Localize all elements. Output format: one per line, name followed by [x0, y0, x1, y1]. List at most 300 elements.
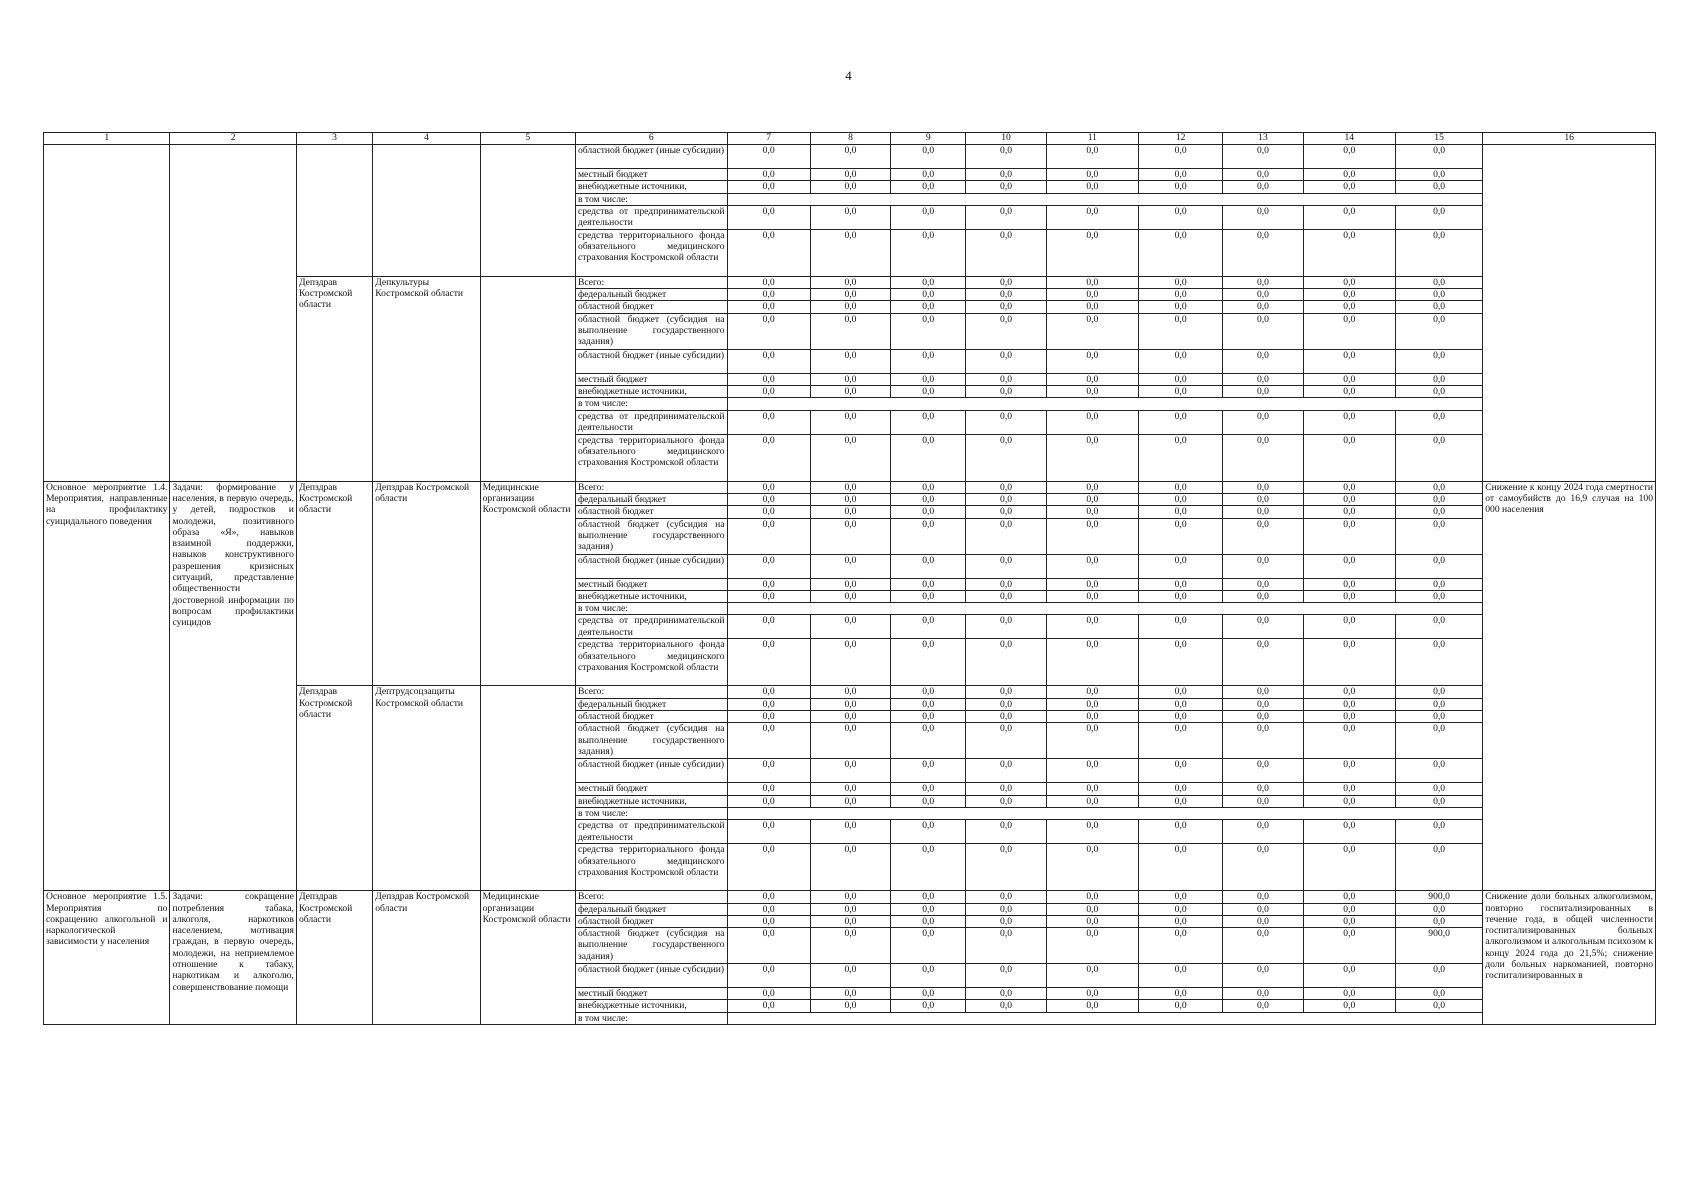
budget-table [43, 132, 1656, 1025]
amount-cell: 0,0 [1223, 698, 1303, 710]
amount-cell: 0,0 [1223, 891, 1303, 903]
amount-cell: 0,0 [1223, 481, 1303, 493]
amount-cell: 0,0 [891, 169, 966, 181]
amount-cell: 0,0 [966, 903, 1046, 915]
co-executor-cell: Дептрудсоцзащиты Костромской области [373, 686, 480, 891]
amount-cell: 0,0 [727, 686, 810, 698]
amount-cell: 0,0 [891, 820, 966, 844]
amount-cell: 0,0 [891, 928, 966, 964]
amount-cell: 0,0 [1303, 276, 1395, 288]
activity-name-cell: Основное мероприятие 1.4. Мероприятия, направленные на профилактику суицидального поведения [44, 481, 170, 891]
amount-cell: 0,0 [1046, 928, 1138, 964]
amount-cell: 0,0 [891, 891, 966, 903]
amount-cell: 0,0 [1395, 590, 1482, 602]
amount-cell: 0,0 [727, 518, 810, 554]
amount-cell: 0,0 [891, 795, 966, 807]
amount-cell: 0,0 [810, 915, 890, 927]
amount-cell: 0,0 [966, 373, 1046, 385]
amount-cell: 0,0 [1223, 915, 1303, 927]
amount-cell: 0,0 [1139, 481, 1223, 493]
amount-cell: 0,0 [1139, 928, 1223, 964]
column-number-9: 9 [891, 133, 966, 145]
co-executor-cell: Депздрав Костромской области [373, 891, 480, 1025]
amount-cell: 900,0 [1395, 928, 1482, 964]
funding-source-label: областной бюджет [575, 711, 727, 723]
amount-cell: 0,0 [966, 928, 1046, 964]
amount-cell: 0,0 [1223, 844, 1303, 891]
amount-cell: 0,0 [1046, 386, 1138, 398]
amount-cell: 0,0 [810, 481, 890, 493]
amount-cell: 0,0 [727, 373, 810, 385]
responsible-executor-cell: Депздрав Костромской области [296, 891, 372, 1025]
amount-cell: 0,0 [891, 698, 966, 710]
funding-source-label: внебюджетные источники, [575, 795, 727, 807]
amount-cell: 0,0 [810, 506, 890, 518]
amount-cell: 0,0 [810, 590, 890, 602]
funding-source-label: областной бюджет (субсидия на выполнение государственного задания) [575, 723, 727, 759]
amount-cell: 0,0 [966, 481, 1046, 493]
amount-cell: 0,0 [1303, 615, 1395, 639]
column-number-15: 15 [1395, 133, 1482, 145]
amount-cell: 0,0 [1303, 373, 1395, 385]
amount-cell: 0,0 [810, 639, 890, 686]
amount-cell: 0,0 [1303, 481, 1395, 493]
amount-cell: 0,0 [1139, 795, 1223, 807]
amount-cell: 0,0 [966, 988, 1046, 1000]
amount-cell: 0,0 [1303, 169, 1395, 181]
column-number-7: 7 [727, 133, 810, 145]
funding-source-label: областной бюджет (иные субсидии) [575, 145, 727, 169]
amount-cell: 0,0 [727, 590, 810, 602]
amount-cell: 0,0 [1303, 686, 1395, 698]
amount-cell: 0,0 [966, 506, 1046, 518]
amount-cell: 0,0 [1139, 506, 1223, 518]
amount-cell: 0,0 [1395, 386, 1482, 398]
amount-cell: 0,0 [1223, 639, 1303, 686]
amount-cell: 0,0 [1046, 554, 1138, 578]
amount-cell: 0,0 [1139, 289, 1223, 301]
amount-cell: 0,0 [1046, 169, 1138, 181]
funding-source-label: областной бюджет (иные субсидии) [575, 554, 727, 578]
amount-cell: 0,0 [727, 698, 810, 710]
amount-cell: 0,0 [891, 386, 966, 398]
amount-cell: 0,0 [891, 410, 966, 434]
amount-cell: 0,0 [891, 205, 966, 229]
amount-cell: 0,0 [1223, 349, 1303, 373]
amount-cell: 0,0 [891, 434, 966, 481]
amount-cell: 0,0 [810, 289, 890, 301]
amount-cell: 0,0 [1223, 493, 1303, 505]
amount-cell: 0,0 [1046, 1000, 1138, 1012]
amount-cell: 0,0 [1303, 493, 1395, 505]
amount-cell: 0,0 [810, 386, 890, 398]
amount-cell: 0,0 [1046, 686, 1138, 698]
amount-cell: 0,0 [727, 289, 810, 301]
amount-cell: 0,0 [1303, 301, 1395, 313]
column-number-6: 6 [575, 133, 727, 145]
funding-source-label: внебюджетные источники, [575, 181, 727, 193]
amount-cell: 0,0 [1046, 181, 1138, 193]
tasks-cell [170, 145, 296, 482]
funding-source-label: средства от предпринимательской деятельности [575, 205, 727, 229]
amount-cell: 0,0 [966, 639, 1046, 686]
amount-cell: 0,0 [1303, 639, 1395, 686]
funding-source-label: местный бюджет [575, 988, 727, 1000]
amount-cell: 0,0 [966, 723, 1046, 759]
amount-cell: 0,0 [1395, 795, 1482, 807]
amount-cell: 0,0 [727, 783, 810, 795]
participant-cell [480, 145, 575, 277]
amount-cell: 0,0 [1139, 554, 1223, 578]
amount-cell: 0,0 [891, 988, 966, 1000]
funding-source-label: средства территориального фонда обязательного медицинского страхования Костромской области [575, 844, 727, 891]
amount-cell: 0,0 [810, 711, 890, 723]
amount-cell: 0,0 [1046, 590, 1138, 602]
amount-cell: 0,0 [727, 578, 810, 590]
amount-cell: 0,0 [1223, 686, 1303, 698]
amount-cell: 0,0 [966, 891, 1046, 903]
amount-cell: 0,0 [1303, 844, 1395, 891]
funding-source-label: средства территориального фонда обязательного медицинского страхования Костромской области [575, 434, 727, 481]
funding-source-label: средства от предпринимательской деятельности [575, 615, 727, 639]
amount-cell: 0,0 [1395, 205, 1482, 229]
empty-amount-span [727, 1012, 1483, 1024]
amount-cell: 0,0 [1303, 205, 1395, 229]
amount-cell: 0,0 [1223, 181, 1303, 193]
amount-cell: 0,0 [1395, 964, 1482, 988]
amount-cell: 0,0 [1303, 964, 1395, 988]
amount-cell: 0,0 [810, 844, 890, 891]
amount-cell: 0,0 [1303, 1000, 1395, 1012]
funding-source-label: областной бюджет [575, 506, 727, 518]
amount-cell: 0,0 [891, 915, 966, 927]
amount-cell: 0,0 [727, 915, 810, 927]
amount-cell: 0,0 [727, 844, 810, 891]
table-row [44, 891, 1656, 903]
amount-cell: 0,0 [1395, 373, 1482, 385]
amount-cell: 0,0 [1223, 711, 1303, 723]
responsible-executor-cell [296, 145, 372, 277]
column-number-2: 2 [170, 133, 296, 145]
table-row [44, 145, 1656, 169]
amount-cell: 0,0 [727, 615, 810, 639]
funding-source-label: местный бюджет [575, 578, 727, 590]
column-number-8: 8 [810, 133, 890, 145]
amount-cell: 0,0 [1139, 169, 1223, 181]
amount-cell: 0,0 [891, 493, 966, 505]
amount-cell: 0,0 [1395, 759, 1482, 783]
amount-cell: 0,0 [966, 795, 1046, 807]
amount-cell: 0,0 [966, 493, 1046, 505]
amount-cell: 0,0 [1223, 301, 1303, 313]
amount-cell: 0,0 [1046, 229, 1138, 276]
funding-source-label: местный бюджет [575, 783, 727, 795]
amount-cell: 0,0 [966, 349, 1046, 373]
funding-source-label: средства территориального фонда обязательного медицинского страхования Костромской области [575, 639, 727, 686]
amount-cell: 0,0 [810, 301, 890, 313]
amount-cell: 0,0 [966, 205, 1046, 229]
amount-cell: 0,0 [1139, 276, 1223, 288]
amount-cell: 0,0 [1395, 410, 1482, 434]
amount-cell: 0,0 [810, 723, 890, 759]
funding-source-label: областной бюджет [575, 915, 727, 927]
amount-cell: 0,0 [966, 915, 1046, 927]
amount-cell: 0,0 [891, 1000, 966, 1012]
column-number-10: 10 [966, 133, 1046, 145]
amount-cell: 0,0 [1139, 145, 1223, 169]
amount-cell: 0,0 [727, 205, 810, 229]
amount-cell: 0,0 [1395, 1000, 1482, 1012]
amount-cell: 0,0 [966, 169, 1046, 181]
funding-source-label: средства от предпринимательской деятельности [575, 410, 727, 434]
amount-cell: 0,0 [1139, 915, 1223, 927]
amount-cell: 0,0 [1139, 903, 1223, 915]
amount-cell: 0,0 [1223, 615, 1303, 639]
amount-cell: 0,0 [1303, 891, 1395, 903]
amount-cell: 0,0 [891, 229, 966, 276]
amount-cell: 0,0 [966, 289, 1046, 301]
amount-cell: 0,0 [1303, 783, 1395, 795]
amount-cell: 0,0 [810, 964, 890, 988]
funding-source-label: областной бюджет (иные субсидии) [575, 349, 727, 373]
amount-cell: 0,0 [891, 590, 966, 602]
amount-cell: 0,0 [891, 578, 966, 590]
amount-cell: 0,0 [1395, 988, 1482, 1000]
amount-cell: 0,0 [1139, 434, 1223, 481]
amount-cell: 0,0 [1303, 410, 1395, 434]
amount-cell: 0,0 [891, 301, 966, 313]
column-number-3: 3 [296, 133, 372, 145]
amount-cell: 0,0 [1395, 229, 1482, 276]
empty-amount-span [727, 603, 1483, 615]
amount-cell: 0,0 [727, 891, 810, 903]
amount-cell: 0,0 [727, 229, 810, 276]
amount-cell: 0,0 [810, 903, 890, 915]
funding-source-label: федеральный бюджет [575, 289, 727, 301]
amount-cell: 0,0 [1139, 964, 1223, 988]
amount-cell: 0,0 [810, 229, 890, 276]
amount-cell: 0,0 [727, 434, 810, 481]
amount-cell: 0,0 [810, 276, 890, 288]
amount-cell: 0,0 [810, 554, 890, 578]
amount-cell: 0,0 [1046, 349, 1138, 373]
amount-cell: 0,0 [966, 386, 1046, 398]
funding-source-label: областной бюджет (иные субсидии) [575, 964, 727, 988]
amount-cell: 0,0 [966, 410, 1046, 434]
amount-cell: 0,0 [1046, 205, 1138, 229]
amount-cell: 0,0 [1303, 723, 1395, 759]
responsible-executor-cell: Депздрав Костромской области [296, 276, 372, 481]
amount-cell: 0,0 [966, 844, 1046, 891]
amount-cell: 0,0 [1139, 518, 1223, 554]
amount-cell: 0,0 [1139, 1000, 1223, 1012]
amount-cell: 0,0 [810, 205, 890, 229]
amount-cell: 0,0 [891, 289, 966, 301]
empty-amount-span [727, 193, 1483, 205]
amount-cell: 0,0 [727, 795, 810, 807]
amount-cell: 0,0 [1223, 386, 1303, 398]
amount-cell: 0,0 [891, 518, 966, 554]
table-body [44, 145, 1656, 1025]
amount-cell: 0,0 [1395, 181, 1482, 193]
amount-cell: 0,0 [1046, 481, 1138, 493]
amount-cell: 0,0 [1395, 481, 1482, 493]
amount-cell: 0,0 [1395, 698, 1482, 710]
co-executor-cell [373, 145, 480, 277]
amount-cell: 0,0 [727, 506, 810, 518]
column-number-13: 13 [1223, 133, 1303, 145]
amount-cell: 900,0 [1395, 891, 1482, 903]
participant-cell: Медицинские организации Костромской области [480, 481, 575, 686]
amount-cell: 0,0 [1139, 686, 1223, 698]
amount-cell: 0,0 [1223, 506, 1303, 518]
funding-source-label: в том числе: [575, 807, 727, 819]
amount-cell: 0,0 [1046, 313, 1138, 349]
amount-cell: 0,0 [1395, 506, 1482, 518]
amount-cell: 0,0 [1139, 891, 1223, 903]
amount-cell: 0,0 [810, 493, 890, 505]
activity-name-cell: Основное мероприятие 1.5. Мероприятия по сокращению алкогольной и наркологической зависимости у населения [44, 891, 170, 1025]
amount-cell: 0,0 [1395, 276, 1482, 288]
amount-cell: 0,0 [966, 783, 1046, 795]
amount-cell: 0,0 [1303, 915, 1395, 927]
amount-cell: 0,0 [1303, 289, 1395, 301]
amount-cell: 0,0 [966, 518, 1046, 554]
amount-cell: 0,0 [810, 518, 890, 554]
column-number-1: 1 [44, 133, 170, 145]
amount-cell: 0,0 [1046, 820, 1138, 844]
funding-source-label: внебюджетные источники, [575, 590, 727, 602]
column-number-5: 5 [480, 133, 575, 145]
amount-cell: 0,0 [810, 169, 890, 181]
amount-cell: 0,0 [1303, 988, 1395, 1000]
amount-cell: 0,0 [1139, 759, 1223, 783]
amount-cell: 0,0 [966, 554, 1046, 578]
amount-cell: 0,0 [1303, 928, 1395, 964]
participant-cell [480, 686, 575, 891]
amount-cell: 0,0 [1046, 988, 1138, 1000]
table-row [44, 481, 1656, 493]
amount-cell: 0,0 [1139, 373, 1223, 385]
amount-cell: 0,0 [727, 759, 810, 783]
amount-cell: 0,0 [966, 313, 1046, 349]
amount-cell: 0,0 [1139, 410, 1223, 434]
amount-cell: 0,0 [966, 590, 1046, 602]
amount-cell: 0,0 [1139, 349, 1223, 373]
column-number-4: 4 [373, 133, 480, 145]
amount-cell: 0,0 [727, 145, 810, 169]
funding-source-label: областной бюджет [575, 301, 727, 313]
amount-cell: 0,0 [966, 145, 1046, 169]
funding-source-label: федеральный бюджет [575, 493, 727, 505]
amount-cell: 0,0 [1395, 313, 1482, 349]
amount-cell: 0,0 [1395, 915, 1482, 927]
amount-cell: 0,0 [1395, 686, 1482, 698]
amount-cell: 0,0 [727, 169, 810, 181]
amount-cell: 0,0 [810, 1000, 890, 1012]
amount-cell: 0,0 [966, 301, 1046, 313]
amount-cell: 0,0 [1303, 698, 1395, 710]
amount-cell: 0,0 [727, 313, 810, 349]
amount-cell: 0,0 [1395, 169, 1482, 181]
funding-source-label: в том числе: [575, 193, 727, 205]
amount-cell: 0,0 [1139, 783, 1223, 795]
amount-cell: 0,0 [1395, 820, 1482, 844]
amount-cell: 0,0 [1223, 276, 1303, 288]
funding-source-label: федеральный бюджет [575, 698, 727, 710]
amount-cell: 0,0 [1046, 506, 1138, 518]
amount-cell: 0,0 [1139, 820, 1223, 844]
amount-cell: 0,0 [891, 481, 966, 493]
amount-cell: 0,0 [1139, 723, 1223, 759]
amount-cell: 0,0 [727, 711, 810, 723]
funding-source-label: Всего: [575, 276, 727, 288]
amount-cell: 0,0 [1223, 434, 1303, 481]
amount-cell: 0,0 [1303, 506, 1395, 518]
amount-cell: 0,0 [891, 615, 966, 639]
column-number-14: 14 [1303, 133, 1395, 145]
amount-cell: 0,0 [810, 313, 890, 349]
amount-cell: 0,0 [891, 373, 966, 385]
funding-source-label: Всего: [575, 481, 727, 493]
amount-cell: 0,0 [727, 493, 810, 505]
tasks-cell: Задачи: сокращение потребления табака, алкоголя, наркотиков населением, мотивация граждан, в первую очередь, молодежи, на неприемлемое отношение к табаку, наркотикам и алкоголю, совершенствование помощи [170, 891, 296, 1025]
amount-cell: 0,0 [1046, 410, 1138, 434]
amount-cell: 0,0 [1046, 276, 1138, 288]
amount-cell: 0,0 [966, 759, 1046, 783]
amount-cell: 0,0 [966, 229, 1046, 276]
empty-amount-span [727, 807, 1483, 819]
funding-source-label: областной бюджет (иные субсидии) [575, 759, 727, 783]
amount-cell: 0,0 [1046, 301, 1138, 313]
amount-cell: 0,0 [1139, 590, 1223, 602]
amount-cell: 0,0 [1303, 386, 1395, 398]
amount-cell: 0,0 [1223, 795, 1303, 807]
amount-cell: 0,0 [966, 615, 1046, 639]
amount-cell: 0,0 [1046, 493, 1138, 505]
amount-cell: 0,0 [1046, 795, 1138, 807]
amount-cell: 0,0 [1046, 723, 1138, 759]
amount-cell: 0,0 [1303, 554, 1395, 578]
funding-source-label: областной бюджет (субсидия на выполнение государственного задания) [575, 313, 727, 349]
funding-source-label: областной бюджет (субсидия на выполнение государственного задания) [575, 928, 727, 964]
amount-cell: 0,0 [1139, 698, 1223, 710]
participant-cell [480, 276, 575, 481]
amount-cell: 0,0 [727, 928, 810, 964]
amount-cell: 0,0 [966, 276, 1046, 288]
amount-cell: 0,0 [810, 891, 890, 903]
amount-cell: 0,0 [891, 686, 966, 698]
amount-cell: 0,0 [1223, 410, 1303, 434]
amount-cell: 0,0 [1223, 578, 1303, 590]
amount-cell: 0,0 [810, 578, 890, 590]
amount-cell: 0,0 [1046, 373, 1138, 385]
column-number-16: 16 [1483, 133, 1656, 145]
amount-cell: 0,0 [1395, 639, 1482, 686]
empty-amount-span [727, 398, 1483, 410]
amount-cell: 0,0 [1046, 844, 1138, 891]
column-number-row [44, 133, 1656, 145]
column-number-12: 12 [1139, 133, 1223, 145]
amount-cell: 0,0 [810, 759, 890, 783]
amount-cell: 0,0 [966, 686, 1046, 698]
amount-cell: 0,0 [1303, 759, 1395, 783]
amount-cell: 0,0 [1395, 903, 1482, 915]
amount-cell: 0,0 [966, 698, 1046, 710]
amount-cell: 0,0 [1139, 988, 1223, 1000]
amount-cell: 0,0 [727, 386, 810, 398]
amount-cell: 0,0 [1223, 205, 1303, 229]
